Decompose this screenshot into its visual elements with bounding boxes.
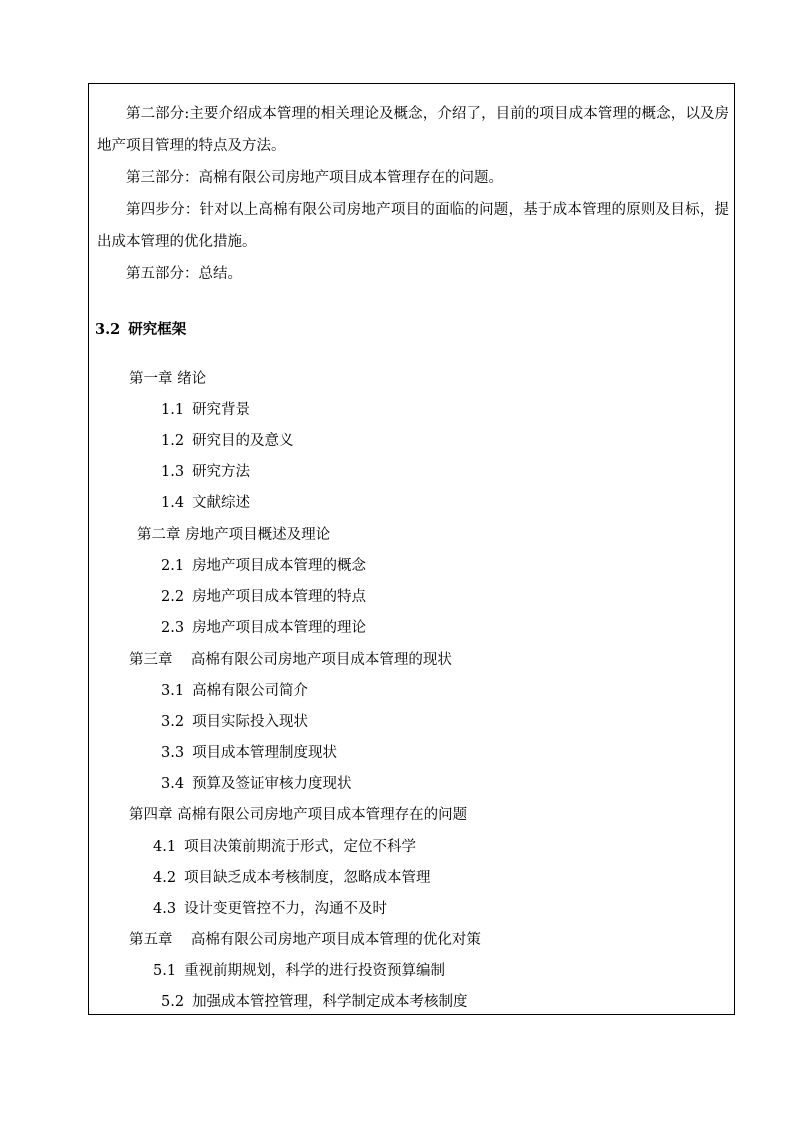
paragraph-part5: 第五部分：总结。 bbox=[126, 266, 242, 282]
subsection-2-2: 2.2 房地产项目成本管理的特点 bbox=[161, 589, 367, 605]
paragraph-part3: 第三部分：高棉有限公司房地产项目成本管理存在的问题。 bbox=[126, 170, 503, 186]
chapter-5: 第五章 高棉有限公司房地产项目成本管理的优化对策 bbox=[129, 932, 481, 948]
subsection-3-1: 3.1 高棉有限公司简介 bbox=[161, 683, 309, 699]
section-title: 研究框架 bbox=[128, 321, 187, 338]
subsection-1-1: 1.1 研究背景 bbox=[161, 402, 251, 418]
chapter-1: 第一章 绪论 bbox=[129, 371, 207, 387]
subsection-4-2: 4.2 项目缺乏成本考核制度，忽略成本管理 bbox=[153, 870, 431, 886]
section-heading bbox=[95, 320, 186, 340]
section-number: 3.2 bbox=[95, 321, 121, 338]
document-frame bbox=[88, 83, 735, 1015]
subsection-1-2: 1.2 研究目的及意义 bbox=[161, 433, 294, 449]
subsection-4-1: 4.1 项目决策前期流于形式，定位不科学 bbox=[153, 839, 417, 855]
chapter-2: 第二章 房地产项目概述及理论 bbox=[137, 527, 331, 543]
subsection-1-4: 1.4 文献综述 bbox=[161, 495, 251, 511]
subsection-2-1: 2.1 房地产项目成本管理的概念 bbox=[161, 558, 367, 574]
subsection-5-2: 5.2 加强成本管控管理，科学制定成本考核制度 bbox=[161, 994, 468, 1010]
subsection-2-3: 2.3 房地产项目成本管理的理论 bbox=[161, 620, 367, 636]
chapter-4: 第四章 高棉有限公司房地产项目成本管理存在的问题 bbox=[129, 807, 468, 823]
chapter-3: 第三章 高棉有限公司房地产项目成本管理的现状 bbox=[129, 652, 452, 668]
subsection-3-3: 3.3 项目成本管理制度现状 bbox=[161, 745, 338, 761]
paragraph-part2: 第二部分:主要介绍成本管理的相关理论及概念，介绍了，目前的项目成本管理的概念，以及房地产项目管理的特点及方法。 bbox=[97, 106, 729, 154]
subsection-3-4: 3.4 预算及签证审核力度现状 bbox=[161, 776, 352, 792]
subsection-5-1: 5.1 重视前期规划，科学的进行投资预算编制 bbox=[153, 963, 446, 979]
paragraph-part4: 第四步分：针对以上高棉有限公司房地产项目的面临的问题，基于成本管理的原则及目标，提出成本管理的优化措施。 bbox=[97, 202, 729, 250]
subsection-3-2: 3.2 项目实际投入现状 bbox=[161, 714, 309, 730]
subsection-4-3: 4.3 设计变更管控不力，沟通不及时 bbox=[153, 901, 388, 917]
subsection-1-3: 1.3 研究方法 bbox=[161, 464, 251, 480]
